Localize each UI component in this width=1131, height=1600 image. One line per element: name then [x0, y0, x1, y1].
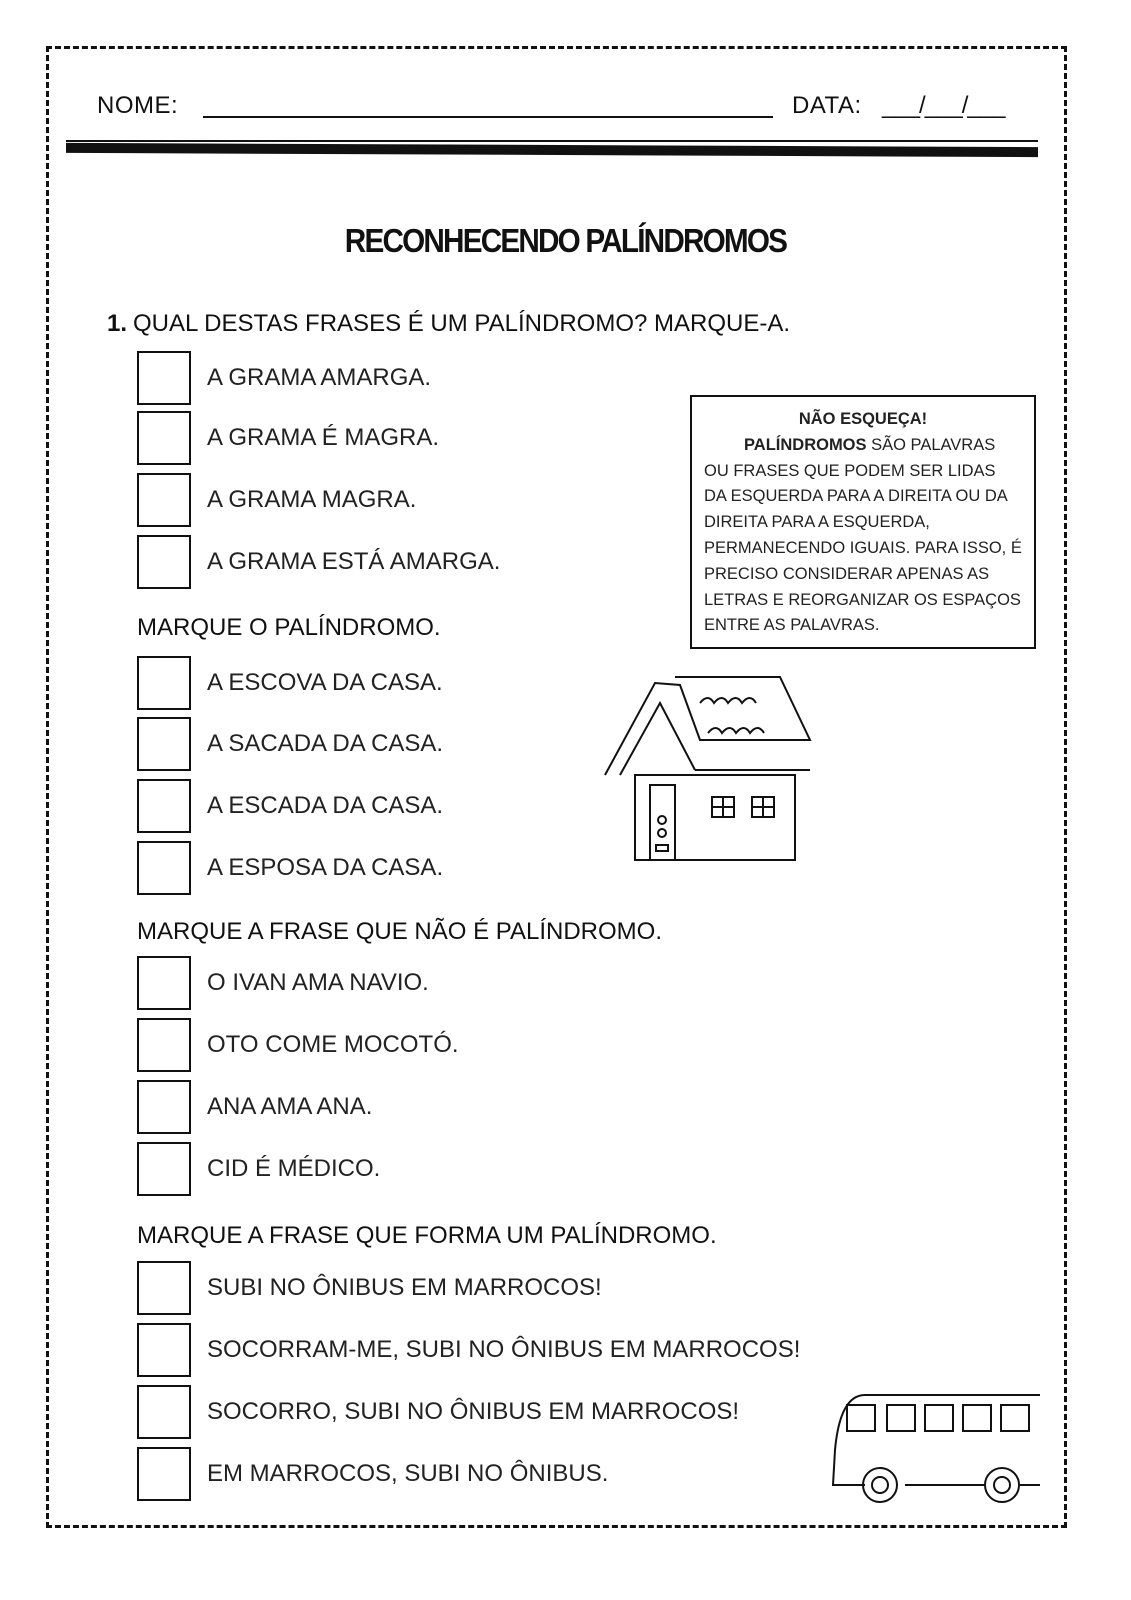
answer-checkbox[interactable] — [137, 1261, 191, 1315]
option-text: A GRAMA AMARGA. — [207, 364, 432, 391]
answer-option[interactable] — [137, 1384, 739, 1440]
header-divider-thin — [66, 140, 1038, 142]
date-field[interactable]: ___/___/___ — [882, 92, 1005, 119]
answer-checkbox[interactable] — [137, 535, 191, 589]
question-1 — [107, 310, 790, 338]
option-text: EM MARROCOS, SUBI NO ÔNIBUS. — [207, 1460, 609, 1487]
answer-option[interactable] — [137, 1260, 602, 1316]
answer-checkbox[interactable] — [137, 841, 191, 895]
answer-checkbox[interactable] — [137, 717, 191, 771]
option-text: SOCORRO, SUBI NO ÔNIBUS EM MARROCOS! — [207, 1398, 740, 1425]
answer-option[interactable] — [137, 1079, 372, 1135]
question-number: 1. — [107, 310, 128, 337]
answer-checkbox[interactable] — [137, 411, 191, 465]
name-label: NOME: — [97, 92, 179, 119]
option-text: CID É MÉDICO. — [207, 1155, 381, 1182]
answer-option[interactable] — [137, 350, 431, 406]
answer-checkbox[interactable] — [137, 1142, 191, 1196]
answer-option[interactable] — [137, 534, 500, 590]
answer-option[interactable] — [137, 1017, 459, 1073]
answer-option[interactable] — [137, 716, 443, 772]
date-label: DATA: — [792, 92, 862, 119]
option-text: A GRAMA ESTÁ AMARGA. — [207, 548, 501, 575]
bus-illustration — [825, 1390, 1040, 1505]
answer-option[interactable] — [137, 840, 443, 896]
reminder-bold-word: PALÍNDROMOS — [744, 435, 867, 454]
page-title: RECONHECENDO PALÍNDROMOS — [344, 222, 787, 259]
answer-checkbox[interactable] — [137, 956, 191, 1010]
option-text: A SACADA DA CASA. — [207, 730, 444, 757]
option-text: A GRAMA MAGRA. — [207, 486, 417, 513]
section-heading: MARQUE O PALÍNDROMO. — [137, 614, 441, 641]
section-heading: MARQUE A FRASE QUE FORMA UM PALÍNDROMO. — [137, 1222, 717, 1249]
section-heading: MARQUE A FRASE QUE NÃO É PALÍNDROMO. — [137, 918, 662, 945]
option-text: OTO COME MOCOTÓ. — [207, 1031, 459, 1058]
answer-option[interactable] — [137, 955, 429, 1011]
answer-option[interactable] — [137, 1322, 800, 1378]
name-field[interactable] — [203, 116, 773, 118]
answer-option[interactable] — [137, 655, 443, 711]
reminder-title: NÃO ESQUEÇA! — [798, 410, 928, 428]
answer-option[interactable] — [137, 1446, 608, 1502]
answer-checkbox[interactable] — [137, 1018, 191, 1072]
answer-checkbox[interactable] — [137, 656, 191, 710]
option-text: A GRAMA É MAGRA. — [207, 424, 440, 451]
option-text: ANA AMA ANA. — [207, 1093, 373, 1120]
answer-option[interactable] — [137, 778, 443, 834]
option-text: A ESPOSA DA CASA. — [207, 854, 444, 881]
option-text: O IVAN AMA NAVIO. — [207, 969, 429, 996]
question-text: QUAL DESTAS FRASES É UM PALÍNDROMO? MARQUE-A. — [133, 310, 791, 337]
house-illustration — [600, 675, 815, 865]
answer-option[interactable] — [137, 472, 416, 528]
reminder-box — [690, 395, 1036, 649]
option-text: A ESCADA DA CASA. — [207, 792, 444, 819]
option-text: A ESCOVA DA CASA. — [207, 669, 443, 696]
option-text: SOCORRAM-ME, SUBI NO ÔNIBUS EM MARROCOS! — [207, 1336, 801, 1363]
answer-checkbox[interactable] — [137, 1385, 191, 1439]
reminder-text: SÃO PALAVRAS OU FRASES QUE PODEM SER LIDAS DA ESQUERDA PARA A DIREITA OU DA DIREITA PARA A ESQUERDA, PERMANECENDO IGUAIS. PARA ISSO, É PRECISO CONSIDERAR APENAS AS LETRAS E REORGANIZAR OS ESPAÇOS ENTRE AS PALAVRAS. — [704, 435, 1022, 635]
answer-checkbox[interactable] — [137, 473, 191, 527]
answer-checkbox[interactable] — [137, 779, 191, 833]
answer-checkbox[interactable] — [137, 1080, 191, 1134]
answer-checkbox[interactable] — [137, 351, 191, 405]
answer-checkbox[interactable] — [137, 1447, 191, 1501]
answer-option[interactable] — [137, 1141, 380, 1197]
option-text: SUBI NO ÔNIBUS EM MARROCOS! — [207, 1274, 602, 1301]
answer-checkbox[interactable] — [137, 1323, 191, 1377]
answer-option[interactable] — [137, 410, 439, 466]
